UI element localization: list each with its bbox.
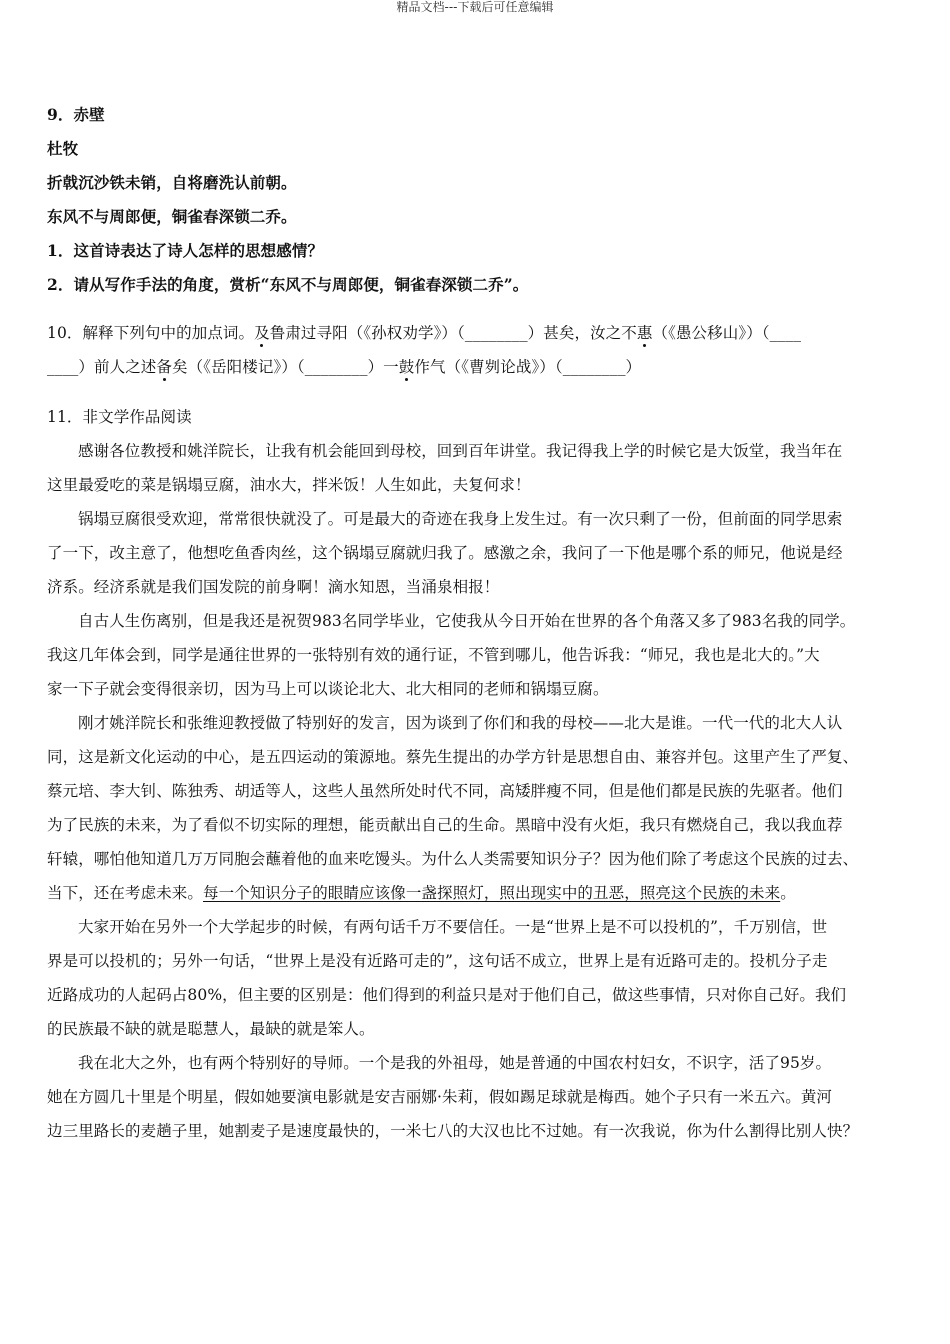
- paragraph-4-line: 蔡元培、李大钊、陈独秀、胡适等人，这些人虽然所处时代不同，高矮胖瘦不同，但是他们都是民族的先驱者。他们: [47, 782, 843, 800]
- paragraph-1-line: 这里最爱吃的菜是锅塌豆腐，油水大，拌米饭！人生如此，夫复何求！: [47, 476, 531, 494]
- spacer: [47, 302, 910, 316]
- paragraph-4-line: 为了民族的未来，为了看似不切实际的理想，能贡献出自己的生命。黑暗中没有火炬，我只有燃烧自己，我以我血荐: [47, 816, 843, 834]
- text: 。: [780, 884, 796, 902]
- paragraph-4-line: 轩辕，哪怕他知道几万万同胞会蘸着他的血来吃馒头。为什么人类需要知识分子？因为他们除了考虑这个民族的过去、: [47, 850, 859, 868]
- paragraph-6-line: 她在方圆几十里是个明星，假如她要演电影就是安吉丽娜·朱莉，假如踢足球就是梅西。她个子只有一米五六。黄河: [47, 1088, 833, 1106]
- dotted-word: 惠: [637, 316, 653, 350]
- question-9: [47, 98, 910, 302]
- q10-text: 矣（《岳阳楼记》）（________）一: [172, 358, 399, 376]
- page-header: 精品文档---下载后可任意编辑: [396, 0, 554, 14]
- question-10-line-1: [47, 316, 910, 350]
- question-10: [47, 316, 910, 384]
- paragraph-4-line: [47, 876, 910, 910]
- text: 当下，还在考虑未来。: [47, 884, 204, 902]
- paragraph-3-line: 家一下子就会变得很亲切，因为马上可以谈论北大、北大相同的老师和锅塌豆腐。: [47, 680, 609, 698]
- sub-question-1: 1．这首诗表达了诗人怎样的思想感情？: [47, 241, 324, 260]
- question-10-line-2: [47, 350, 910, 384]
- paragraph-2-line: 了一下，改主意了，他想吃鱼香肉丝，这个锅塌豆腐就归我了。感激之余，我问了一下他是哪个系的师兄，他说是经: [47, 544, 843, 562]
- question-11-title: 11．非文学作品阅读: [47, 408, 192, 426]
- q10-text: 作气（《曹刿论战》）（________）: [414, 358, 642, 376]
- paragraph-4-line: 刚才姚洋院长和张维迎教授做了特别好的发言，因为谈到了你们和我的母校——北大是谁。一代一代的北大人认: [78, 714, 843, 732]
- paragraph-3-line: 我这几年体会到，同学是通往世界的一张特别有效的通行证，不管到哪儿，他告诉我：“师兄，我也是北大的。”大: [47, 646, 820, 664]
- paragraph-6-line: 我在北大之外，也有两个特别好的导师。一个是我的外祖母，她是普通的中国农村妇女，不识字，活了95岁。: [78, 1054, 832, 1072]
- question-9-title: 9．赤壁: [47, 105, 105, 124]
- paragraph-2-line: 济系。经济系就是我们国发院的前身啊！滴水知恩，当涌泉相报！: [47, 578, 500, 596]
- paragraph-5-line: 的民族最不缺的就是聪慧人，最缺的就是笨人。: [47, 1020, 375, 1038]
- paragraph-2-line: 锅塌豆腐很受欢迎，常常很快就没了。可是最大的奇迹在我身上发生过。有一次只剩了一份，但前面的同学思索: [78, 510, 843, 528]
- poem-author: 杜牧: [47, 139, 79, 158]
- q10-text: 鲁肃过寻阳（《孙权劝学》）（________）甚矣，汝之不: [269, 324, 637, 342]
- paragraph-5-line: 近路成功的人起码占80%，但主要的区别是：他们得到的利益只是对于他们自己，做这些事情，只对你自己好。我们: [47, 986, 847, 1004]
- paragraph-3-line: 自古人生伤离别，但是我还是祝贺983名同学毕业，它使我从今日开始在世界的各个角落又多了983名我的同学。: [78, 612, 856, 630]
- paragraph-5-line: 界是可以投机的；另外一句话，“世界上是没有近路可走的”，这句话不成立，世界上是有近路可走的。投机分子走: [47, 952, 828, 970]
- underlined-sentence: 每一个知识分子的眼睛应该像一盏探照灯，照出现实中的丑恶，照亮这个民族的未来: [203, 884, 781, 902]
- paragraph-4-line: 同，这是新文化运动的中心，是五四运动的策源地。蔡先生提出的办学方针是思想自由、兼容并包。这里产生了严复、: [47, 748, 859, 766]
- paragraph-6-line: 边三里路长的麦趟子里，她割麦子是速度最快的，一米七八的大汉也比不过她。有一次我说，你为什么割得比别人快？: [47, 1122, 859, 1140]
- q10-text: 10．解释下列句中的加点词。: [47, 324, 255, 342]
- sub-question-2: 2．请从写作手法的角度，赏析“东风不与周郎便，铜雀春深锁二乔”。: [47, 275, 529, 294]
- question-11: [47, 400, 910, 1148]
- dotted-word: 及: [254, 316, 270, 350]
- spacer: [47, 384, 910, 400]
- paragraph-5-line: 大家开始在另外一个大学起步的时候，有两句话千万不要信任。一是“世界上是不可以投机的”，千万别信，世: [78, 918, 828, 936]
- poem-line-1: 折戟沉沙铁未销，自将磨洗认前朝。: [47, 173, 297, 192]
- dotted-word: 备: [156, 350, 172, 384]
- poem-line-2: 东风不与周郎便，铜雀春深锁二乔。: [47, 207, 297, 226]
- q10-text: （《愚公移山》）（____: [652, 324, 802, 342]
- dotted-word: 鼓: [399, 350, 415, 384]
- q10-text: ____）前人之述: [47, 358, 157, 376]
- paragraph-1-line: 感谢各位教授和姚洋院长，让我有机会能回到母校，回到百年讲堂。我记得我上学的时候它是大饭堂，我当年在: [78, 442, 843, 460]
- document-body: [47, 98, 910, 1148]
